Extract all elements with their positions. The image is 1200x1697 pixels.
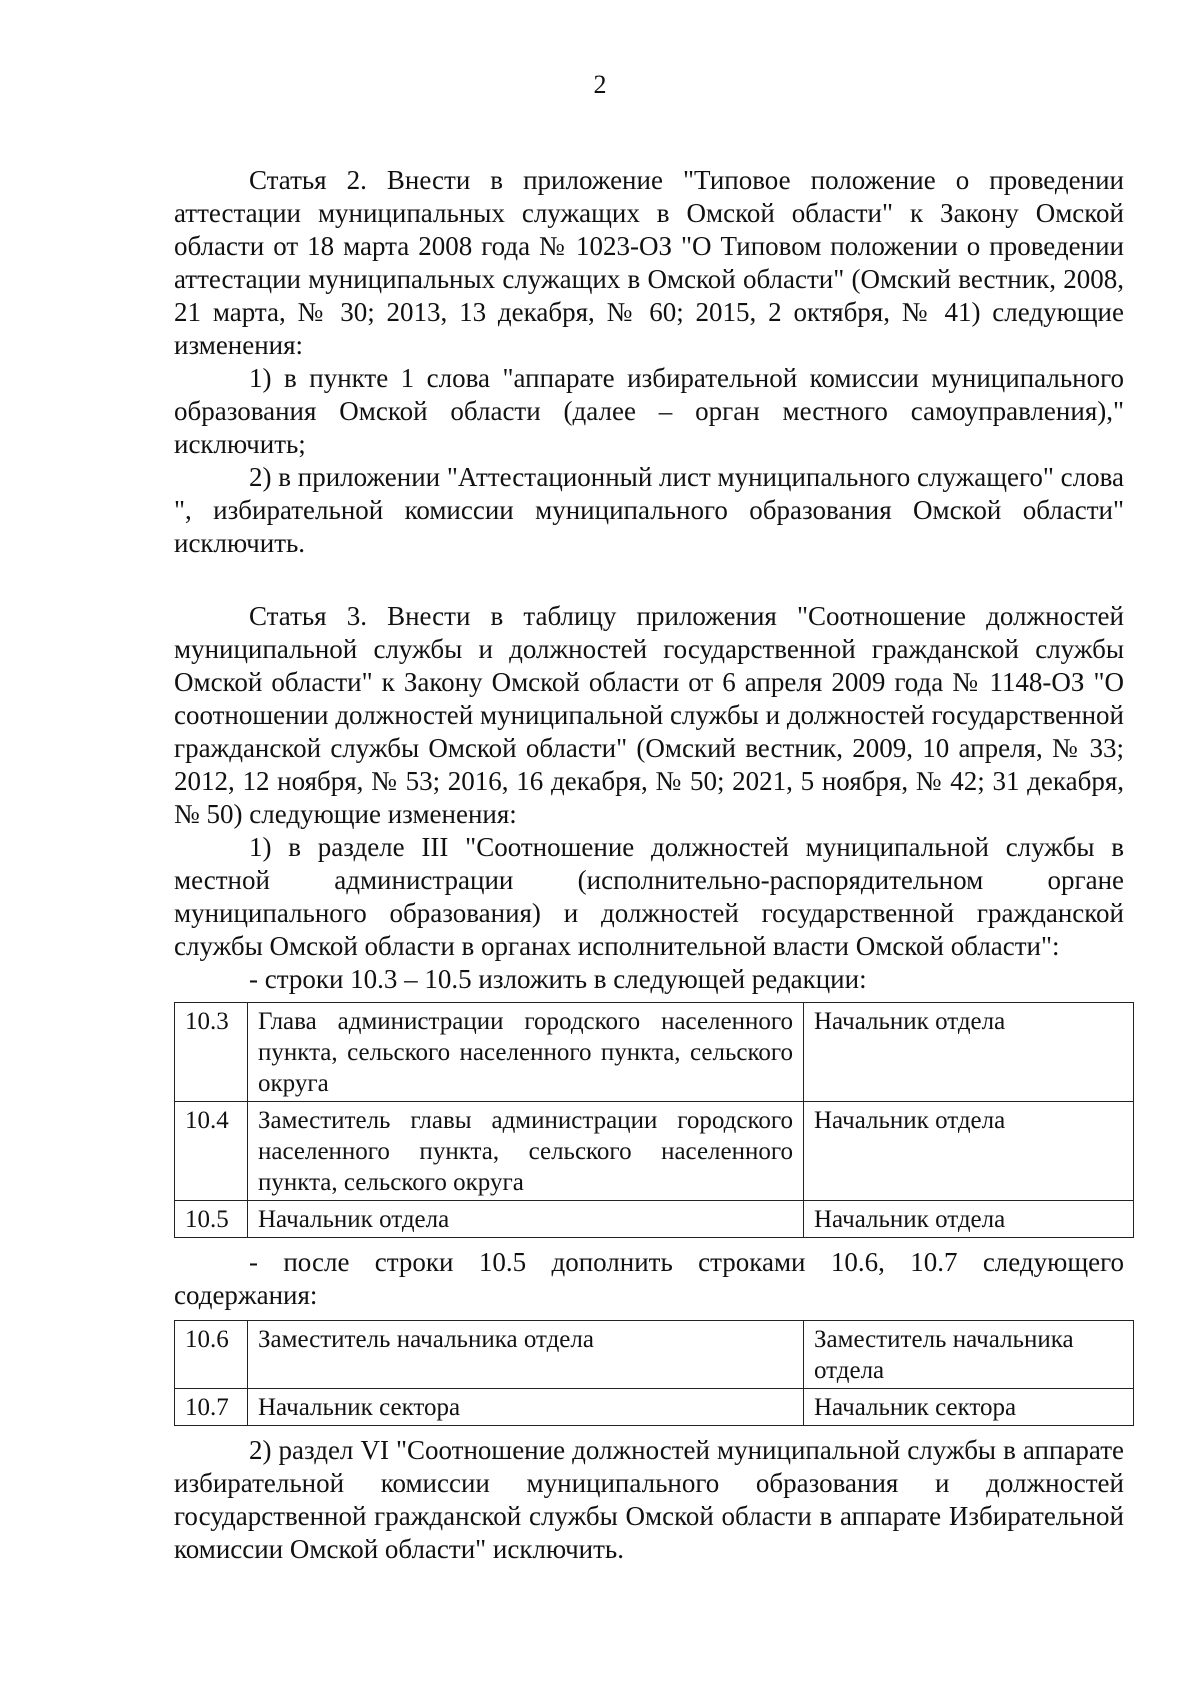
row-number: 10.3 [175,1003,248,1102]
replacement-rows-table [174,1002,1134,1238]
article-3-intro: Статья 3. Внести в таблицу приложения "Соотношение должностей муниципальной службы и должностей государственной гражданской службы Омской области" к Закону Омской области от 6 апреля 2009 года № 1148-ОЗ "О соотношении должностей муниципальной службы и должностей государственной гражданской службы Омской области" (Омский вестник, 2009, 10 апреля, № 33; 2012, 12 ноября, № 53; 2016, 16 декабря, № 50; 2021, 5 ноября, № 42; 31 декабря, № 50) следующие изменения: [174,601,1124,829]
state-position: Заместитель начальника отдела [804,1321,1134,1389]
article-2-intro: Статья 2. Внести в приложение "Типовое положение о проведении аттестации муниципальных служащих в Омской области" к Закону Омской области от 18 марта 2008 года № 1023-ОЗ "О Типовом положении о проведении аттестации муниципальных служащих в Омской области" (Омский вестник, 2008, 21 марта, № 30; 2013, 13 декабря, № 60; 2015, 2 октября, № 41) следующие изменения: [174,165,1124,360]
state-position: Начальник отдела [804,1102,1134,1201]
table-row [175,1003,1134,1102]
article-2-item-1: 1) в пункте 1 слова "аппарате избирательной комиссии муниципального образования Омской области (далее – орган местного самоуправления)," исключить; [174,363,1124,459]
row-number: 10.4 [175,1102,248,1201]
add-rows-instruction: - после строки 10.5 дополнить строками 10.6, 10.7 следующего содержания: [174,1247,1124,1310]
row-number: 10.5 [175,1201,248,1238]
article-3-item-1: 1) в разделе III "Соотношение должностей муниципальной службы в местной администрации (исполнительно-распорядительном органе муниципального образования) и должностей государственной гражданской службы Омской области в органах исполнительной власти Омской области": [174,832,1124,961]
table-row [175,1389,1134,1426]
state-position: Начальник сектора [804,1389,1134,1426]
municipal-position: Глава администрации городского населенного пункта, сельского населенного пункта, сельского округа [248,1003,804,1102]
table-row [175,1102,1134,1201]
added-rows-table [174,1320,1134,1426]
row-number: 10.7 [175,1389,248,1426]
state-position: Начальник отдела [804,1201,1134,1238]
municipal-position: Заместитель главы администрации городского населенного пункта, сельского населенного пункта, сельского округа [248,1102,804,1201]
municipal-position: Заместитель начальника отдела [248,1321,804,1389]
table-row [175,1321,1134,1389]
municipal-position: Начальник сектора [248,1389,804,1426]
state-position: Начальник отдела [804,1003,1134,1102]
article-2 [174,164,1124,560]
row-number: 10.6 [175,1321,248,1389]
article-3 [174,600,1124,996]
page-number: 2 [593,70,607,99]
table-row [175,1201,1134,1238]
article-2-item-2: 2) в приложении "Аттестационный лист муниципального служащего" слова ", избирательной комиссии муниципального образования Омской области" исключить. [174,462,1124,558]
municipal-position: Начальник отдела [248,1201,804,1238]
rows-instruction: - строки 10.3 – 10.5 изложить в следующей редакции: [249,964,867,994]
article-3-item-2-block [174,1434,1124,1566]
article-3-item-2: 2) раздел VI "Соотношение должностей муниципальной службы в аппарате избирательной комиссии муниципального образования и должностей государственной гражданской службы Омской области в аппарате Избирательной комиссии Омской области" исключить. [174,1435,1124,1564]
